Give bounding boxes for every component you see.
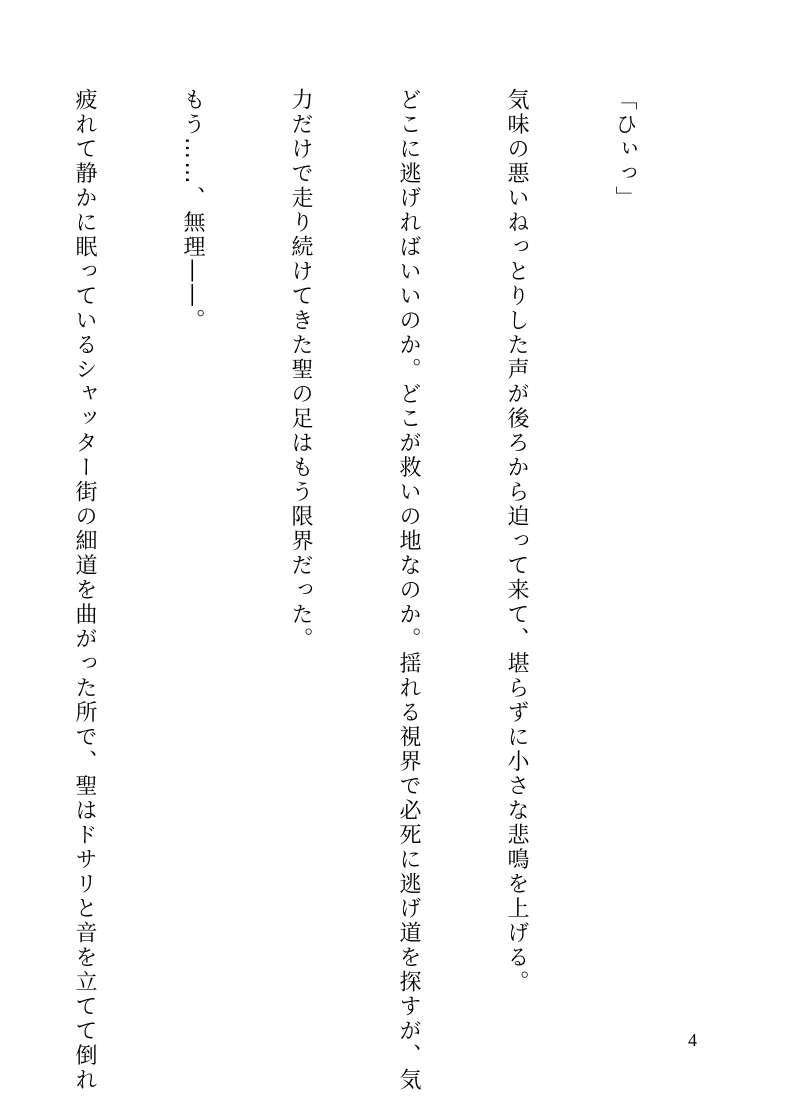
text-line: 「ひぃっ」 [612,88,637,211]
vertical-text-body [0,88,714,1093]
text-line: 力だけで走り続けてきた聖の足はもう限界だった。 [288,88,313,652]
text-line: どこに逃げればいいのか。どこが救いの地なのか。揺れる視界で必死に逃げ道を探すが、気 [396,88,421,1093]
page-number: 4 [688,1030,697,1050]
text-line: 気味の悪いねっとりした声が後ろから迫って来て、堪らずに小さな悲鳴を上げる。 [504,88,529,995]
text-line: 疲れて静かに眠っているシャッター街の細道を曲がった所で、聖はドサリと音を立てて倒れ [72,88,97,1093]
text-line: もう……、無理――。 [180,88,205,333]
